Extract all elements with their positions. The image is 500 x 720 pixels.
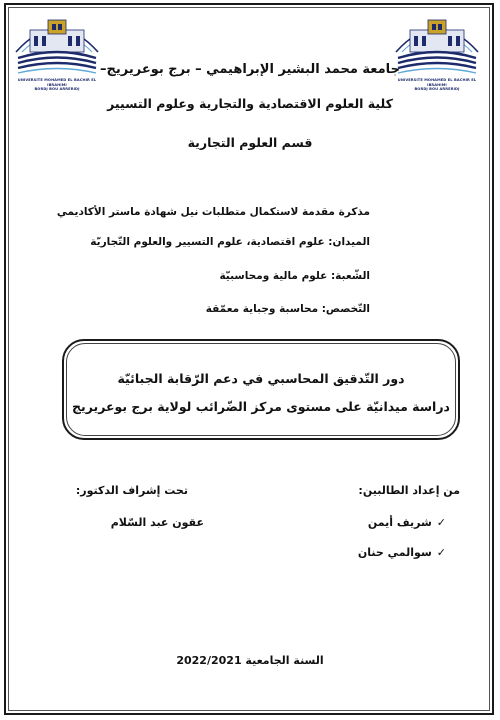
- student-name: سوالمي حنان: [357, 546, 432, 559]
- university-logo-right: [392, 12, 482, 92]
- thesis-field: الميدان: علوم اقتصادية، علوم التسيير والعلوم التّجاريّة: [90, 236, 370, 248]
- student-item-2: [358, 546, 446, 559]
- academic-year: السنة الجامعية 2022/2021: [176, 654, 324, 667]
- title-box: [62, 339, 460, 440]
- department-name: قسم العلوم التجارية: [187, 135, 313, 150]
- university-logo-left: [12, 12, 102, 92]
- supervisor-label: تحت إشراف الدكتور:: [75, 484, 188, 497]
- student-name: شريف أيمن: [367, 516, 432, 529]
- supervisor-name: عقون عبد السّلام: [110, 516, 204, 529]
- students-label: من إعداد الطالبين:: [358, 484, 460, 497]
- thesis-specialty: التّخصص: محاسبة وجباية معمّقة: [205, 303, 370, 315]
- thesis-subtitle: دراسة ميدانيّة على مستوى مركز الضّرائب لولاية برج بوعريريج: [72, 399, 450, 414]
- university-name: جامعة محمد البشير الإبراهيمي – برج بوعريريج–: [100, 62, 400, 77]
- checkmark-icon: ✓: [436, 546, 446, 559]
- thesis-branch: الشّعبة: علوم مالية ومحاسبيّة: [219, 270, 370, 282]
- logo-caption: UNIVERSITE MOHAMED EL BACHIR EL IBRAHIMI BORDJ BOU ARRERIDJ: [17, 78, 97, 92]
- logo-caption: UNIVERSITE MOHAMED EL BACHIR EL IBRAHIMI BORDJ BOU ARRERIDJ: [397, 78, 477, 92]
- faculty-name: كلية العلوم الاقتصادية والتجارية وعلوم التسيير: [107, 96, 393, 111]
- thesis-title: دور التّدقيق المحاسبي في دعم الرّقابة الجبائيّة: [117, 371, 405, 386]
- student-item-1: [368, 516, 446, 529]
- thesis-purpose: مذكرة مقدمة لاستكمال متطلبات نيل شهادة ماستر الأكاديمي: [56, 206, 370, 218]
- checkmark-icon: ✓: [436, 516, 446, 529]
